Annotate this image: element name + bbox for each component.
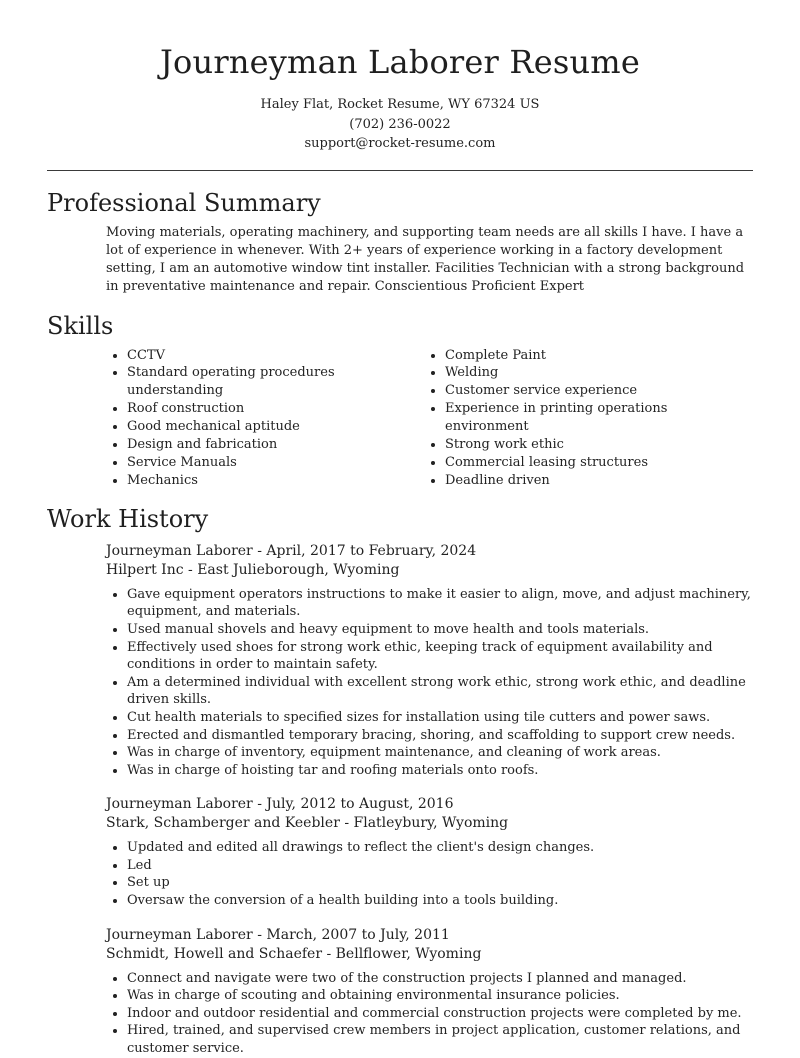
- job-title-line: Journeyman Laborer - April, 2017 to February, 2024: [106, 542, 477, 559]
- job-duty: • Erected and dismantled temporary bracing, shoring, and scaffolding to support crew needs.: [127, 727, 753, 745]
- job-duty: • Connect and navigate were two of the construction projects I planned and managed.: [127, 970, 753, 988]
- skill-item: • Customer service experience: [445, 382, 745, 400]
- job-duty: • Was in charge of scouting and obtaining environmental insurance policies.: [127, 987, 753, 1005]
- skill-item: • Mechanics: [127, 472, 424, 490]
- job-entry: [106, 926, 753, 1058]
- skill-item: • Experience in printing operations environment: [445, 400, 745, 436]
- job-company-line: Stark, Schamberger and Keebler - Flatleybury, Wyoming: [106, 815, 509, 832]
- job-title-line: Journeyman Laborer - July, 2012 to August, 2016: [106, 796, 454, 813]
- contact-email: support@rocket-resume.com: [304, 136, 496, 151]
- job-duties: [106, 586, 753, 780]
- job-duty: • Gave equipment operators instructions to make it easier to align, move, and adjust machinery, equipment, and materials.: [127, 586, 753, 621]
- header-divider: [47, 170, 753, 171]
- page-title: Journeyman Laborer Resume: [160, 43, 640, 81]
- contact-block: [47, 95, 753, 154]
- job-duty: • Effectively used shoes for strong work ethic, keeping track of equipment availability and conditions in order to maintain safety.: [127, 639, 753, 674]
- job-company-line: Schmidt, Howell and Schaefer - Bellflower, Wyoming: [106, 945, 482, 962]
- skill-item: • Service Manuals: [127, 454, 424, 472]
- skill-item: • CCTV: [127, 347, 424, 365]
- skills-heading: Skills: [47, 311, 114, 340]
- skills-list: [106, 347, 753, 490]
- job-entry: [106, 795, 753, 909]
- skill-item: • Welding: [445, 364, 745, 382]
- skill-item: • Roof construction: [127, 400, 424, 418]
- skills-column-left: [106, 347, 424, 490]
- job-duty: • Was in charge of hoisting tar and roofing materials onto roofs.: [127, 762, 753, 780]
- job-title-line: Journeyman Laborer - March, 2007 to July, 2011: [106, 926, 450, 943]
- contact-phone: (702) 236-0022: [349, 116, 451, 132]
- skill-item: • Good mechanical aptitude: [127, 418, 424, 436]
- job-duty: • Set up: [127, 874, 753, 892]
- skills-column-right: [424, 347, 745, 490]
- job-duty: • Updated and edited all drawings to reflect the client's design changes.: [127, 839, 753, 857]
- work-history-heading: Work History: [47, 504, 209, 533]
- job-duties: [106, 970, 753, 1058]
- job-entry: [106, 542, 753, 780]
- skill-item: • Complete Paint: [445, 347, 745, 365]
- summary-heading: Professional Summary: [47, 188, 321, 217]
- job-duty: • Was in charge of inventory, equipment maintenance, and cleaning of work areas.: [127, 744, 753, 762]
- job-duties: [106, 839, 753, 909]
- skill-item: • Deadline driven: [445, 472, 745, 490]
- job-duty: • Hired, trained, and supervised crew members in project application, customer relations, and customer service.: [127, 1022, 753, 1057]
- summary-text: Moving materials, operating machinery, and supporting team needs are all skills I have. I have a lot of experience in whenever. With 2+ years of experience working in a factory development setting, I am an automotive window tint installer. Facilities Technician with a strong background in preventative maintenance and repair. Conscientious Proficient Expert: [106, 224, 745, 294]
- job-duty: • Indoor and outdoor residential and commercial construction projects were completed by me.: [127, 1005, 753, 1023]
- skill-item: • Standard operating procedures understanding: [127, 364, 424, 400]
- skill-item: • Strong work ethic: [445, 436, 745, 454]
- job-duty: • Am a determined individual with excellent strong work ethic, strong work ethic, and deadline driven skills.: [127, 674, 753, 709]
- job-duty: • Oversaw the conversion of a health building into a tools building.: [127, 892, 753, 910]
- contact-address: Haley Flat, Rocket Resume, WY 67324 US: [260, 97, 540, 112]
- job-duty: • Led: [127, 857, 753, 875]
- job-duty: • Cut health materials to specified sizes for installation using tile cutters and power saws.: [127, 709, 753, 727]
- job-duty: • Used manual shovels and heavy equipment to move health and tools materials.: [127, 621, 753, 639]
- job-company-line: Hilpert Inc - East Julieborough, Wyoming: [106, 561, 400, 578]
- skill-item: • Commercial leasing structures: [445, 454, 745, 472]
- skill-item: • Design and fabrication: [127, 436, 424, 454]
